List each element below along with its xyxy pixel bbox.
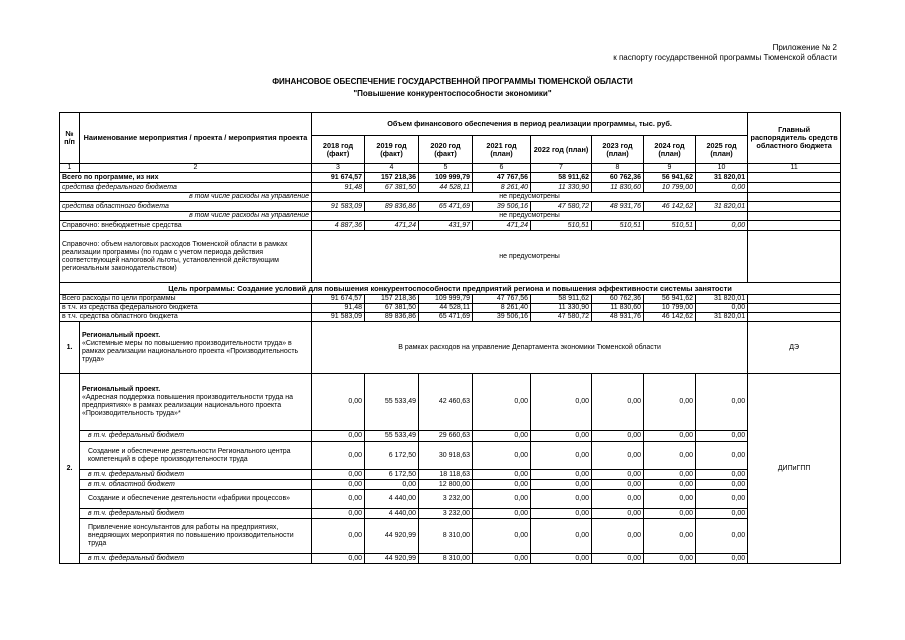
value-cell: 0,00 [473, 374, 531, 431]
column-number: 4 [365, 164, 419, 173]
row-label: в том числе расходы на управление [60, 193, 312, 202]
value-cell: 0,00 [592, 470, 644, 480]
value-cell: 0,00 [531, 490, 592, 509]
document-title [0, 76, 905, 100]
value-cell: 39 506,16 [473, 313, 531, 322]
year-header: 2024 год (план) [644, 136, 696, 164]
header-num: № п/п [60, 113, 80, 164]
column-number: 6 [473, 164, 531, 173]
sub-label: в т.ч. федеральный бюджет [80, 509, 312, 519]
value-cell: 44 528,11 [419, 304, 473, 313]
year-header: 2021 год (план) [473, 136, 531, 164]
value-cell: 157 218,36 [365, 295, 419, 304]
header-funding: Объем финансового обеспечения в период реализации программы, тыс. руб. [312, 113, 748, 136]
sub-label: Создание и обеспечение деятельности Регионального центра компетенций в сфере производительности труда [80, 442, 312, 470]
value-cell: 510,51 [644, 221, 696, 231]
value-cell: 0,00 [644, 480, 696, 490]
value-cell: 8 310,00 [419, 519, 473, 554]
value-cell: 91,48 [312, 183, 365, 193]
value-cell: 471,24 [473, 221, 531, 231]
value-cell: 0,00 [644, 470, 696, 480]
value-cell: 39 506,16 [473, 202, 531, 212]
project2-sub-row [60, 554, 841, 564]
value-cell: 471,24 [365, 221, 419, 231]
sub-label: в т.ч. федеральный бюджет [80, 470, 312, 480]
regional-row [60, 202, 841, 212]
value-cell: 48 931,76 [592, 202, 644, 212]
value-cell: 0,00 [696, 470, 748, 480]
row-label: средства областного бюджета [60, 202, 312, 212]
row-label: Всего расходы по цели программы [60, 295, 312, 304]
value-cell: 65 471,69 [419, 313, 473, 322]
value-cell: 0,00 [312, 480, 365, 490]
value-cell: 431,97 [419, 221, 473, 231]
project1-manager: ДЭ [748, 322, 841, 374]
value-cell: 56 941,62 [644, 295, 696, 304]
value-cell: 0,00 [696, 442, 748, 470]
value-cell: 0,00 [312, 509, 365, 519]
row-label: в т.ч. из средства федерального бюджета [60, 304, 312, 313]
goal-sum-row [60, 304, 841, 313]
value-cell: 0,00 [473, 442, 531, 470]
value-cell: 0,00 [531, 509, 592, 519]
project2-sub-row [60, 519, 841, 554]
value-cell: 3 232,00 [419, 509, 473, 519]
row-label: средства федерального бюджета [60, 183, 312, 193]
value-cell: 0,00 [473, 509, 531, 519]
project2-sub-row [60, 470, 841, 480]
value-cell: 0,00 [531, 470, 592, 480]
column-number: 1 [60, 164, 80, 173]
value-cell: 91 583,09 [312, 313, 365, 322]
year-header: 2019 год (факт) [365, 136, 419, 164]
manager-cell [748, 221, 841, 231]
sub-label: Привлечение консультантов для работы на предприятиях, внедряющих мероприятия по повышению производительности труда [80, 519, 312, 554]
project1-number: 1. [60, 322, 80, 374]
value-cell: 0,00 [592, 490, 644, 509]
column-number: 11 [748, 164, 841, 173]
funding-table [59, 112, 841, 564]
value-cell: 0,00 [696, 221, 748, 231]
value-cell: 0,00 [531, 431, 592, 442]
value-cell: 30 918,63 [419, 442, 473, 470]
manager-cell [748, 183, 841, 193]
value-cell: 89 836,86 [365, 202, 419, 212]
project2-desc: «Адресная поддержка повышения производительности труда на предприятиях» в рамках реализации национального проекта «Производительность труда»* [82, 394, 293, 417]
value-cell: 67 381,50 [365, 304, 419, 313]
value-cell: 89 836,86 [365, 313, 419, 322]
federal-row [60, 183, 841, 193]
note-cell: не предусмотрены [312, 212, 748, 221]
value-cell: 11 330,90 [531, 183, 592, 193]
value-cell: 0,00 [644, 490, 696, 509]
value-cell: 6 172,50 [365, 442, 419, 470]
year-header: 2023 год (план) [592, 136, 644, 164]
title-line2: "Повышение конкурентоспособности экономики" [353, 89, 552, 98]
value-cell: 0,00 [696, 183, 748, 193]
row-label: Справочно: объем налоговых расходов Тюменской области в рамках реализации программы (по годам с учетом периода действия соответствующей налоговой льготы, установленной действующим региональным законодательством) [60, 231, 312, 283]
row-label: Справочно: внебюджетные средства [60, 221, 312, 231]
sub-label: Создание и обеспечение деятельности «фабрики процессов» [80, 490, 312, 509]
value-cell: 4 440,00 [365, 490, 419, 509]
project2-name [80, 374, 312, 431]
value-cell: 67 381,50 [365, 183, 419, 193]
value-cell: 8 261,40 [473, 304, 531, 313]
value-cell: 10 799,00 [644, 183, 696, 193]
value-cell: 0,00 [696, 480, 748, 490]
row-label: Всего по программе, из них [60, 173, 312, 183]
column-number: 7 [531, 164, 592, 173]
project1-note: В рамках расходов на управление Департамента экономики Тюменской области [312, 322, 748, 374]
manager-cell [748, 231, 841, 283]
value-cell: 11 330,90 [531, 304, 592, 313]
value-cell: 0,00 [644, 374, 696, 431]
value-cell: 0,00 [592, 442, 644, 470]
federal-mgmt-row [60, 193, 841, 202]
column-number: 10 [696, 164, 748, 173]
value-cell: 91 674,57 [312, 173, 365, 183]
value-cell: 0,00 [473, 554, 531, 564]
project1-row [60, 322, 841, 374]
value-cell: 0,00 [312, 431, 365, 442]
value-cell: 4 440,00 [365, 509, 419, 519]
regional-mgmt-row [60, 212, 841, 221]
value-cell: 58 911,62 [531, 295, 592, 304]
manager-cell [748, 173, 841, 183]
value-cell: 510,51 [592, 221, 644, 231]
project2-sub-row [60, 431, 841, 442]
value-cell: 42 460,63 [419, 374, 473, 431]
value-cell: 46 142,62 [644, 313, 696, 322]
goal-sum-row [60, 295, 841, 304]
value-cell: 109 999,79 [419, 295, 473, 304]
value-cell: 6 172,50 [365, 470, 419, 480]
tax-row [60, 231, 841, 283]
value-cell: 0,00 [644, 442, 696, 470]
value-cell: 8 310,00 [419, 554, 473, 564]
value-cell: 3 232,00 [419, 490, 473, 509]
total-row [60, 173, 841, 183]
value-cell: 46 142,62 [644, 202, 696, 212]
title-line1: ФИНАНСОВОЕ ОБЕСПЕЧЕНИЕ ГОСУДАРСТВЕННОЙ ПРОГРАММЫ ТЮМЕНСКОЙ ОБЛАСТИ [272, 77, 633, 86]
value-cell: 91,48 [312, 304, 365, 313]
value-cell: 8 261,40 [473, 183, 531, 193]
year-header: 2022 год (план) [531, 136, 592, 164]
year-header: 2025 год (план) [696, 136, 748, 164]
value-cell: 47 580,72 [531, 313, 592, 322]
value-cell: 0,00 [644, 554, 696, 564]
value-cell: 31 820,01 [696, 295, 748, 304]
project2-sub-row [60, 509, 841, 519]
value-cell: 0,00 [531, 519, 592, 554]
value-cell: 0,00 [312, 519, 365, 554]
value-cell: 0,00 [644, 519, 696, 554]
year-header: 2018 год (факт) [312, 136, 365, 164]
manager-cell [748, 313, 841, 322]
value-cell: 58 911,62 [531, 173, 592, 183]
value-cell: 0,00 [696, 509, 748, 519]
project2-manager: ДИПиГПП [748, 374, 841, 564]
sub-label: в т.ч. федеральный бюджет [80, 431, 312, 442]
value-cell: 48 931,76 [592, 313, 644, 322]
value-cell: 0,00 [696, 374, 748, 431]
value-cell: 44 920,99 [365, 554, 419, 564]
value-cell: 47 580,72 [531, 202, 592, 212]
project2-sub-row [60, 442, 841, 470]
annex-line1: Приложение № 2 [772, 43, 837, 52]
annex-note [613, 43, 837, 63]
value-cell: 0,00 [312, 470, 365, 480]
value-cell: 0,00 [531, 480, 592, 490]
value-cell: 0,00 [365, 480, 419, 490]
value-cell: 31 820,01 [696, 173, 748, 183]
annex-line2: к паспорту государственной программы Тюменской области [613, 53, 837, 62]
value-cell: 0,00 [592, 431, 644, 442]
value-cell: 0,00 [473, 490, 531, 509]
manager-cell [748, 212, 841, 221]
value-cell: 10 799,00 [644, 304, 696, 313]
value-cell: 91 583,09 [312, 202, 365, 212]
value-cell: 0,00 [644, 431, 696, 442]
header-manager: Главный распорядитель средств областного бюджета [748, 113, 841, 164]
note-cell: не предусмотрены [312, 231, 748, 283]
value-cell: 12 800,00 [419, 480, 473, 490]
value-cell: 0,00 [592, 554, 644, 564]
column-numbers-row [60, 164, 841, 173]
value-cell: 18 118,63 [419, 470, 473, 480]
value-cell: 0,00 [696, 554, 748, 564]
value-cell: 55 533,49 [365, 374, 419, 431]
goal-label: Цель программы: Создание условий для повышения конкурентоспособности предприятий региона и повышения эффективности системы занятости [60, 283, 841, 295]
goal-row [60, 283, 841, 295]
value-cell: 0,00 [696, 304, 748, 313]
note-cell: не предусмотрены [312, 193, 748, 202]
value-cell: 11 830,60 [592, 183, 644, 193]
column-number: 2 [80, 164, 312, 173]
value-cell: 47 767,56 [473, 295, 531, 304]
column-number: 9 [644, 164, 696, 173]
value-cell: 0,00 [644, 509, 696, 519]
project1-name [80, 322, 312, 374]
value-cell: 0,00 [473, 431, 531, 442]
project2-number: 2. [60, 374, 80, 564]
value-cell: 91 674,57 [312, 295, 365, 304]
year-header: 2020 год (факт) [419, 136, 473, 164]
value-cell: 0,00 [592, 480, 644, 490]
value-cell: 0,00 [312, 490, 365, 509]
extrabudget-row [60, 221, 841, 231]
value-cell: 157 218,36 [365, 173, 419, 183]
header-name: Наименование мероприятия / проекта / мероприятия проекта [80, 113, 312, 164]
value-cell: 31 820,01 [696, 313, 748, 322]
row-label: в том числе расходы на управление [60, 212, 312, 221]
row-label: в т.ч. средства областного бюджета [60, 313, 312, 322]
value-cell: 4 887,36 [312, 221, 365, 231]
value-cell: 0,00 [531, 554, 592, 564]
column-number: 8 [592, 164, 644, 173]
value-cell: 0,00 [473, 519, 531, 554]
sub-label: в т.ч. областной бюджет [80, 480, 312, 490]
value-cell: 0,00 [473, 480, 531, 490]
table-body [60, 173, 841, 564]
value-cell: 109 999,79 [419, 173, 473, 183]
value-cell: 0,00 [592, 509, 644, 519]
value-cell: 0,00 [696, 490, 748, 509]
project1-title: Региональный проект. [82, 331, 161, 339]
column-number: 3 [312, 164, 365, 173]
project2-row [60, 374, 841, 431]
value-cell: 0,00 [473, 470, 531, 480]
value-cell: 31 820,01 [696, 202, 748, 212]
manager-cell [748, 304, 841, 313]
value-cell: 29 660,63 [419, 431, 473, 442]
sub-label: в т.ч. федеральный бюджет [80, 554, 312, 564]
value-cell: 510,51 [531, 221, 592, 231]
value-cell: 0,00 [312, 374, 365, 431]
value-cell: 60 762,36 [592, 173, 644, 183]
manager-cell [748, 202, 841, 212]
value-cell: 0,00 [592, 519, 644, 554]
value-cell: 55 533,49 [365, 431, 419, 442]
value-cell: 0,00 [696, 519, 748, 554]
value-cell: 0,00 [312, 442, 365, 470]
value-cell: 65 471,69 [419, 202, 473, 212]
project2-sub-row [60, 480, 841, 490]
project2-title: Региональный проект. [82, 386, 161, 393]
value-cell: 44 528,11 [419, 183, 473, 193]
column-number: 5 [419, 164, 473, 173]
value-cell: 47 767,56 [473, 173, 531, 183]
value-cell: 56 941,62 [644, 173, 696, 183]
value-cell: 0,00 [531, 442, 592, 470]
goal-sum-row [60, 313, 841, 322]
value-cell: 0,00 [531, 374, 592, 431]
value-cell: 0,00 [696, 431, 748, 442]
value-cell: 0,00 [592, 374, 644, 431]
project2-sub-row [60, 490, 841, 509]
manager-cell [748, 193, 841, 202]
value-cell: 44 920,99 [365, 519, 419, 554]
value-cell: 0,00 [312, 554, 365, 564]
project1-desc: «Системные меры по повышению производительности труда» в рамках реализации национального проекта «Производительность труда» [82, 339, 299, 363]
manager-cell [748, 295, 841, 304]
value-cell: 60 762,36 [592, 295, 644, 304]
value-cell: 11 830,60 [592, 304, 644, 313]
